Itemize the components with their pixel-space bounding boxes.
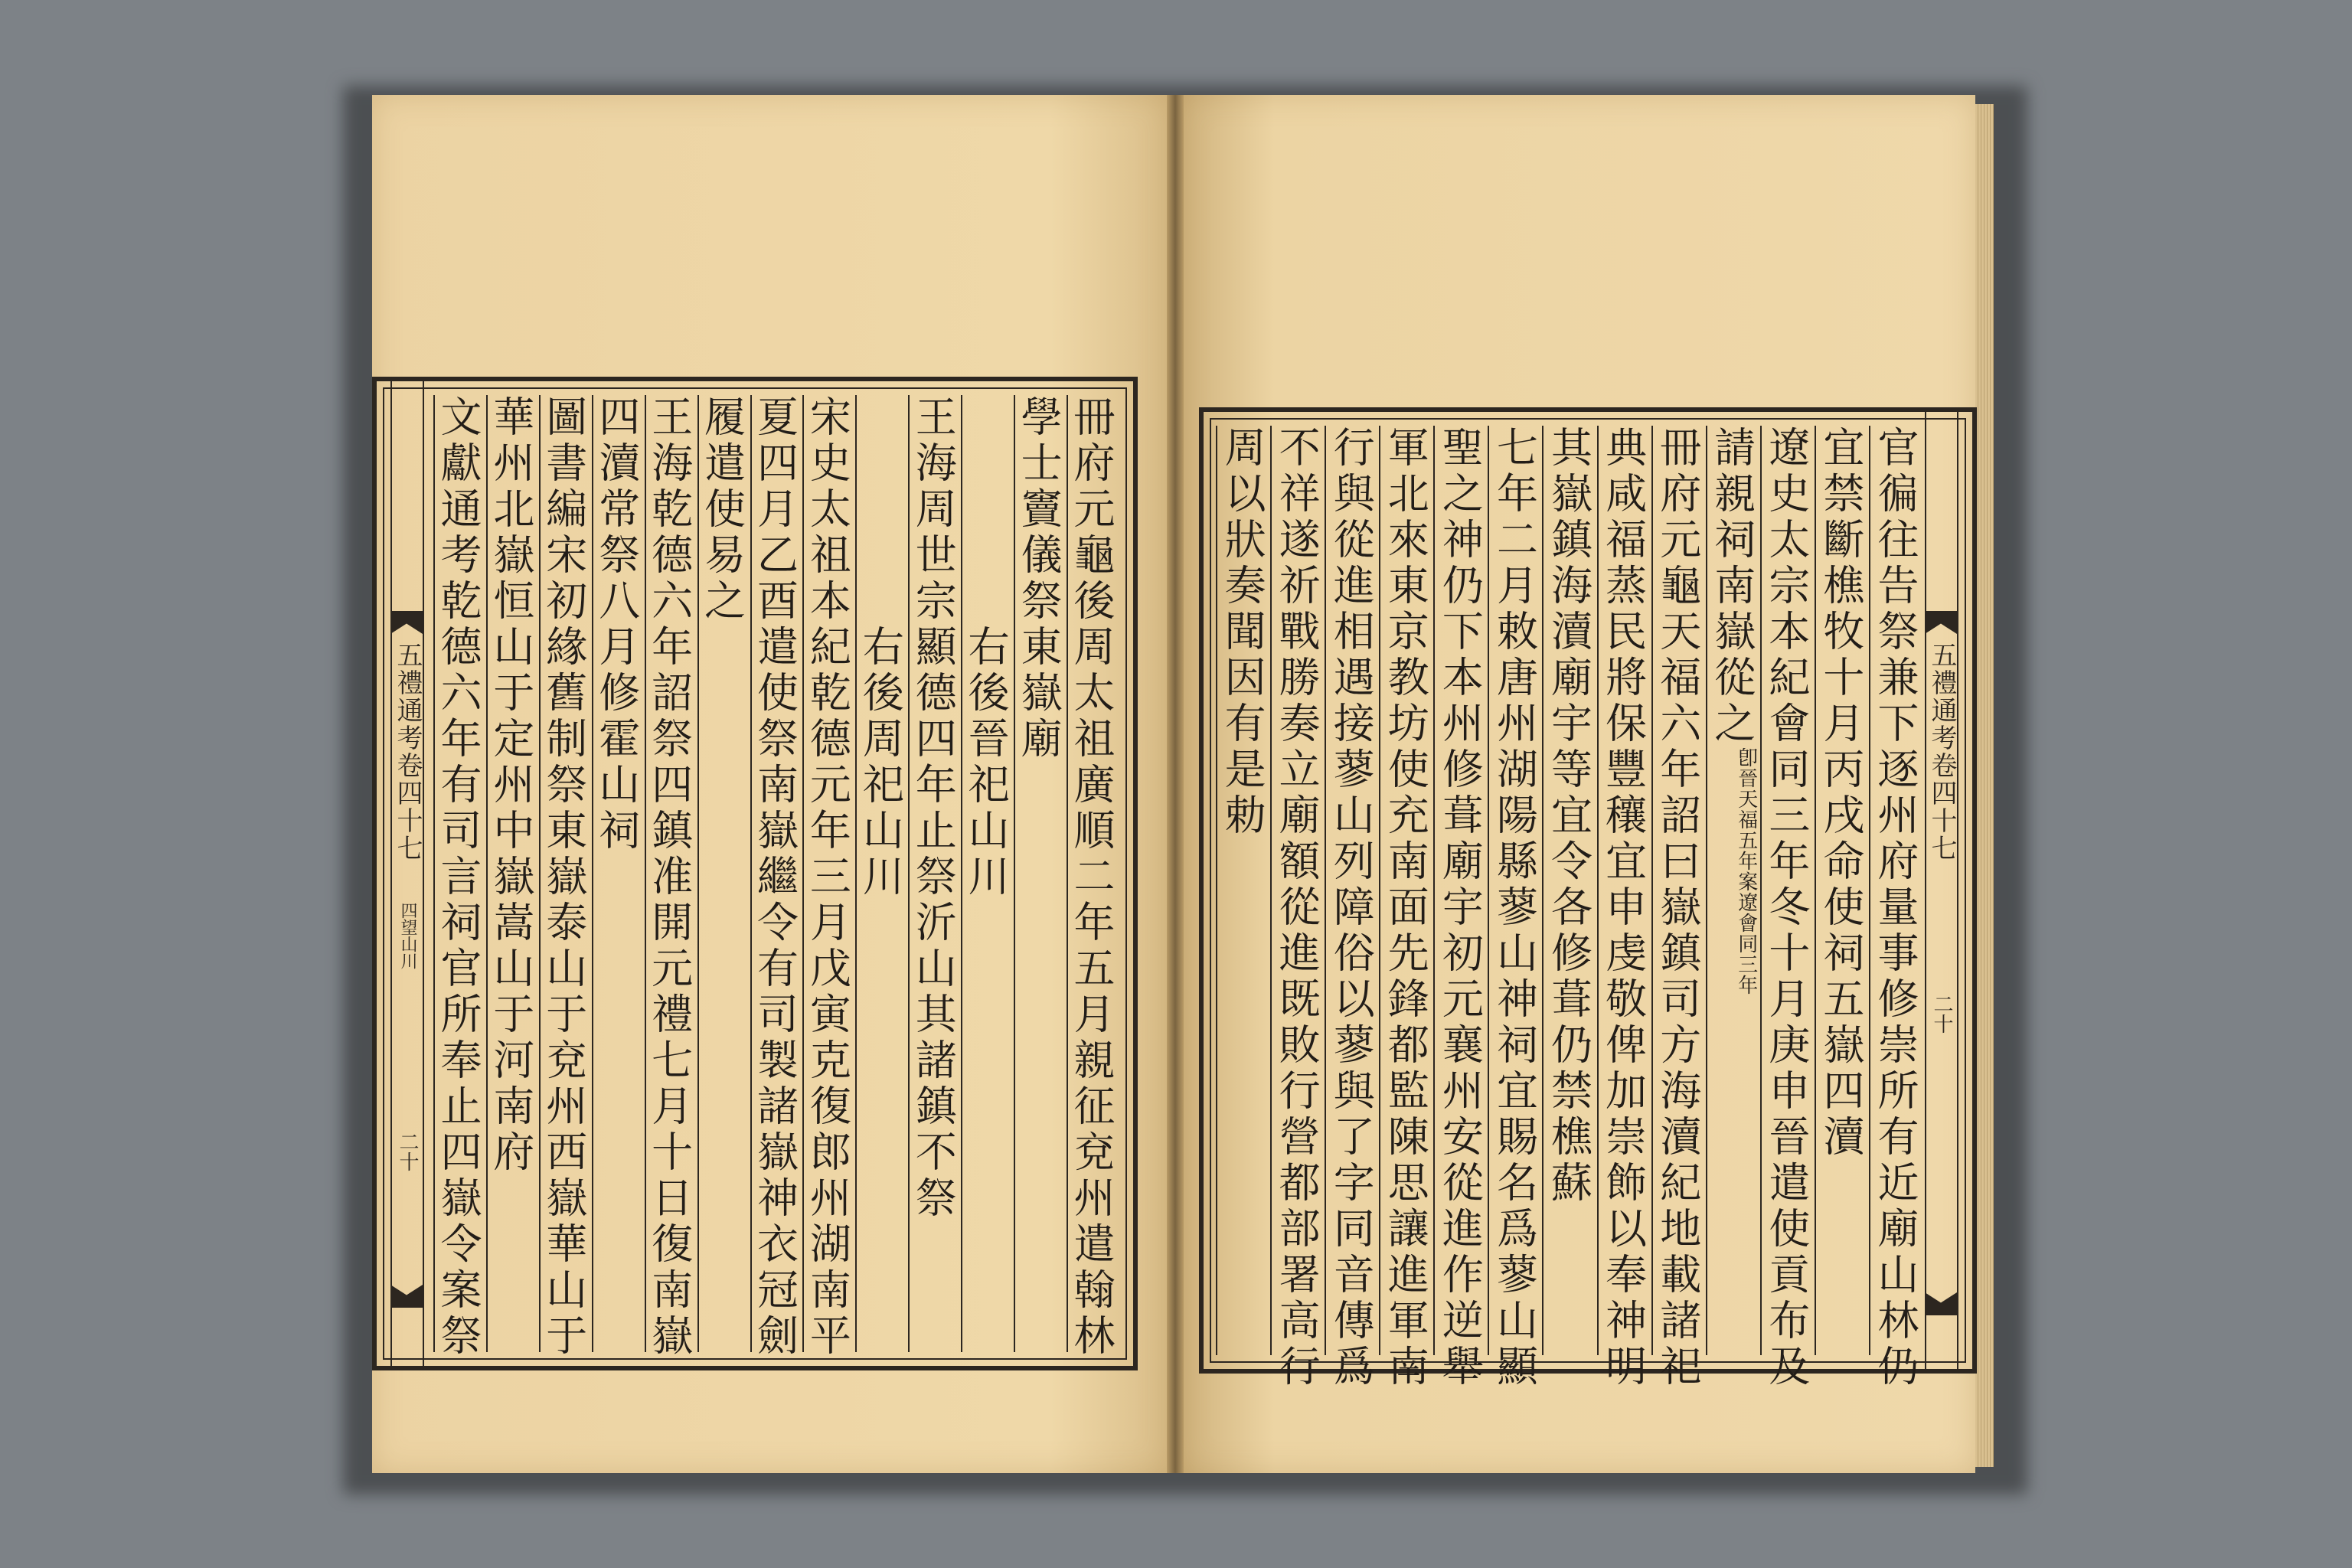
text-column <box>1325 426 1379 1390</box>
note-left: 卽晉天福五年 <box>1734 747 1758 871</box>
text-column <box>486 395 539 1352</box>
margin-title: 五禮通考卷四十七 <box>1926 642 1957 862</box>
column-text: 宜禁斷樵牧十月丙戌命使祠五嶽四瀆 <box>1816 426 1865 1161</box>
column-text: 不祥遂祈戰勝奏立廟額從進既敗行營都部署高行 <box>1272 426 1321 1390</box>
text-column <box>1542 426 1596 1355</box>
text-column <box>961 395 1014 1352</box>
column-text: 典咸福蒸民將保豐穰宜申虔敬俾加崇飾以奉神明 <box>1599 426 1648 1390</box>
column-text: 遼史太宗本紀會同三年冬十月庚申晉遣使貢布及 <box>1762 426 1811 1390</box>
text-column <box>1433 426 1488 1390</box>
text-column <box>1216 426 1270 1355</box>
column-text: 夏四月乙酉遣使祭南嶽繼令有司製諸嶽神衣冠劍 <box>750 395 799 1360</box>
text-column <box>908 395 961 1352</box>
text-column <box>1067 395 1119 1360</box>
column-text: 冊府元龜天福六年詔曰嶽鎮司方海瀆紀地載諸祀 <box>1653 426 1702 1390</box>
annotation-note <box>1733 747 1760 995</box>
column-text: 其嶽鎮海瀆廟宇等宜令各修葺仍禁樵蘇 <box>1544 426 1593 1207</box>
column-text: 官徧往告祭兼下逐州府量事修崇所有近廟山林仍 <box>1871 426 1919 1390</box>
column-text: 宋史太祖本紀乾德元年三月戊寅克復郎州湖南平 <box>803 395 852 1360</box>
book-gutter <box>1167 95 1184 1473</box>
column-text: 華州北嶽恒山于定州中嶽嵩山于河南府 <box>486 395 535 1176</box>
column-text: 七年二月敕唐州湖陽縣蓼山神祠宜賜名爲蓼山顯 <box>1490 426 1539 1390</box>
text-column <box>1815 426 1869 1355</box>
text-column <box>1760 426 1815 1390</box>
fish-tail-mark <box>1925 1292 1957 1315</box>
text-column <box>645 395 697 1360</box>
column-text: 右後周祀山川 <box>856 625 905 900</box>
column-text: 履遣使易之 <box>697 395 746 625</box>
text-column <box>1597 426 1651 1390</box>
page-edges <box>1975 104 1994 1467</box>
fish-tail-mark <box>390 1285 423 1308</box>
margin-section: 四望山川 <box>398 902 417 969</box>
column-text: 王海周世宗顯德四年止祭沂山其諸鎮不祭 <box>909 395 958 1222</box>
column-text: 學士竇儀祭東嶽廟 <box>1014 395 1063 763</box>
fish-tail-mark <box>1925 611 1957 634</box>
column-text: 四瀆常祭八月修霍山祠 <box>592 395 641 854</box>
page-number: 二十 <box>396 1132 419 1171</box>
column-text: 右後晉祀山川 <box>962 625 1011 900</box>
page-number: 二十 <box>1930 994 1953 1034</box>
right-margin-column <box>1925 412 1958 1369</box>
text-column <box>1270 426 1325 1390</box>
text-column <box>1014 395 1067 1352</box>
text-column <box>802 395 855 1360</box>
text-column <box>1869 426 1923 1390</box>
text-column <box>697 395 750 1352</box>
column-text <box>1707 426 1760 995</box>
column-text: 軍北來東京教坊使充南面先鋒都監陳思讓進軍南 <box>1381 426 1430 1390</box>
text-column <box>1706 426 1760 1355</box>
column-text: 王海乾德六年詔祭四鎮准開元禮七月十日復南嶽 <box>645 395 694 1360</box>
margin-title: 五禮通考卷四十七 <box>392 642 423 862</box>
text-column <box>539 395 592 1360</box>
fish-tail-mark <box>390 611 423 634</box>
note-right: 案遼會同三年 <box>1734 871 1758 995</box>
text-column <box>433 395 486 1360</box>
text-column <box>1379 426 1433 1390</box>
left-text-frame <box>372 377 1138 1370</box>
text-column <box>1488 426 1542 1390</box>
text-column <box>855 395 908 1352</box>
text-column <box>592 395 645 1352</box>
column-main-text: 請親祠南嶽從之 <box>1707 426 1756 747</box>
text-column <box>1651 426 1706 1390</box>
column-text: 文獻通考乾德六年有司言祠官所奉止四嶽令案祭 <box>433 395 482 1360</box>
text-column <box>750 395 803 1360</box>
column-text: 聖之神仍下本州修葺廟宇初元襄州安從進作逆舉 <box>1436 426 1485 1390</box>
right-columns <box>1216 426 1923 1390</box>
column-text: 行與從進相遇接蓼山列障俗以蓼與了字同音傳爲 <box>1327 426 1376 1390</box>
left-margin-column <box>390 381 424 1366</box>
column-text: 圖書編宋初緣舊制祭東嶽泰山于兗州西嶽華山于 <box>539 395 588 1360</box>
right-text-frame <box>1199 407 1977 1390</box>
column-text: 冊府元龜後周太祖廣順二年五月親征兗州遣翰林 <box>1067 395 1116 1360</box>
column-text: 周以狀奏聞因有是勅 <box>1218 426 1267 839</box>
left-columns <box>433 395 1119 1360</box>
